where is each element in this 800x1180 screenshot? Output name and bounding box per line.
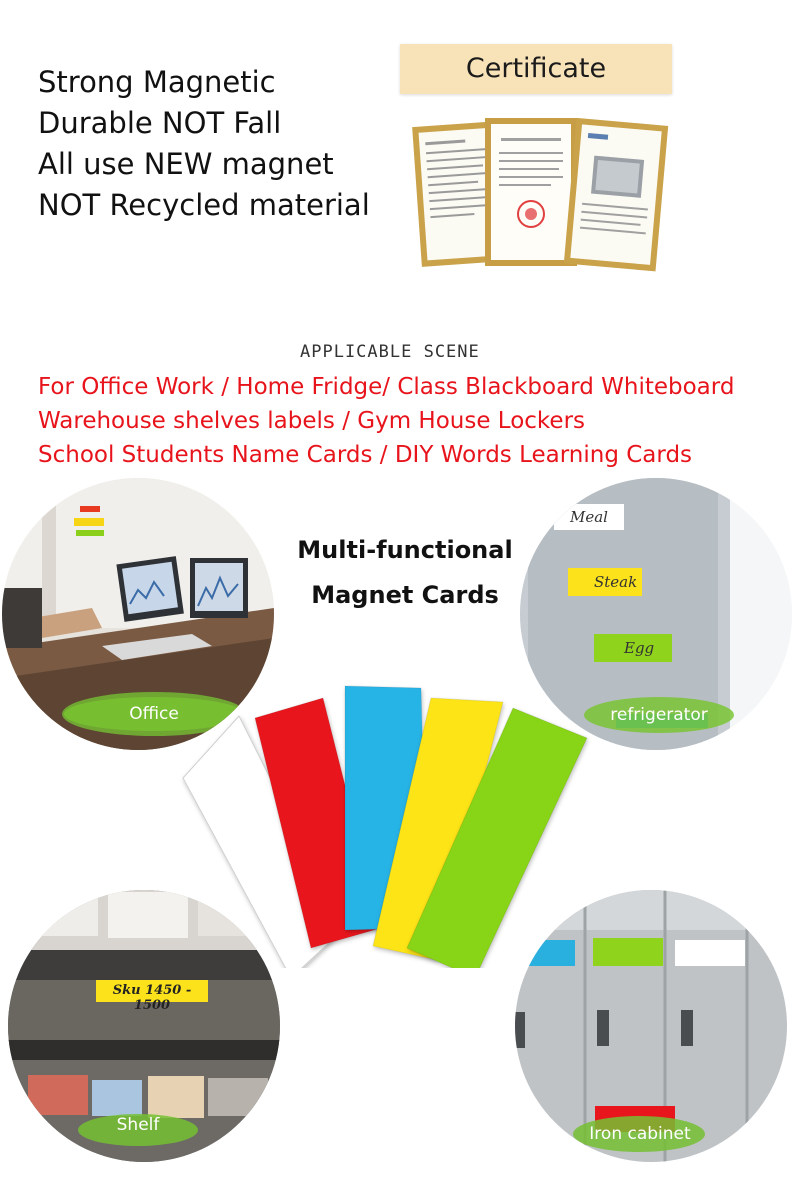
office-label: Office [64,697,244,731]
egg-label: Egg [624,639,655,657]
refrigerator-label: refrigerator [584,697,734,733]
feature-line: Durable NOT Fall [38,106,282,140]
applicable-scene-list [38,370,734,472]
magnet-cards-fan [175,678,615,968]
steak-label: Steak [594,573,638,591]
certificate-images [405,110,680,275]
scene-line: Warehouse shelves labels / Gym House Lockers [38,408,586,434]
product-heading-line1: Multi-functional [297,536,513,564]
certificate-banner: Certificate [400,44,672,94]
meal-label: Meal [570,508,608,526]
product-heading [275,528,535,618]
feature-line: All use NEW magnet [38,147,334,181]
shelf-label: Shelf [116,1115,160,1135]
feature-list [38,62,370,226]
feature-line: NOT Recycled material [38,188,370,222]
scene-line: For Office Work / Home Fridge/ Class Blackboard Whiteboard [38,374,735,400]
product-heading-line2: Magnet Cards [311,581,499,609]
applicable-scene-title: APPLICABLE SCENE [300,342,480,362]
iron-cabinet-label: Iron cabinet [589,1124,691,1144]
feature-line: Strong Magnetic [38,65,276,99]
sku-label: Sku 1450 - 1500 [112,983,192,1013]
scene-line: School Students Name Cards / DIY Words Learning Cards [38,442,693,468]
